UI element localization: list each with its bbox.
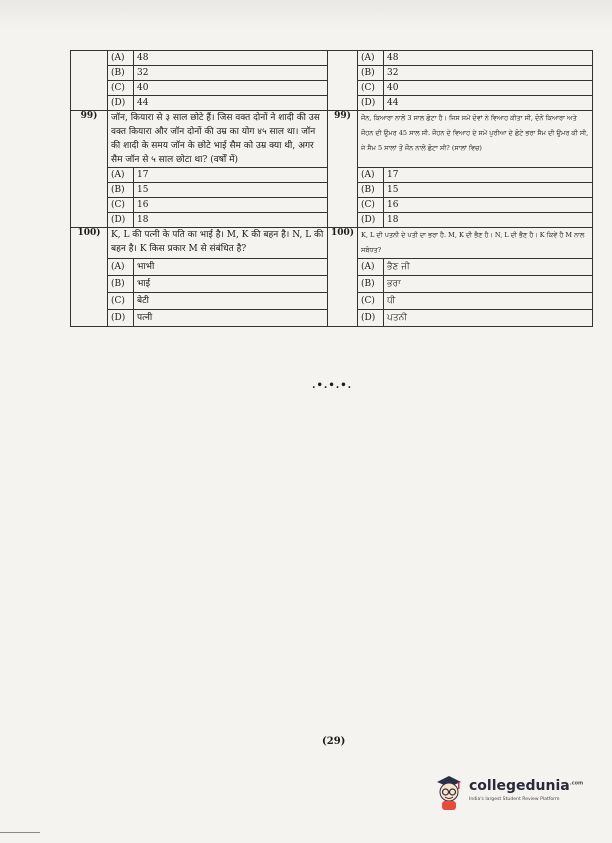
option-value: ਭਰਾ — [384, 276, 593, 293]
option-value: भाई — [134, 276, 328, 293]
option-value: ਭੈਣ ਜੀ — [384, 259, 593, 276]
option-label: (A) — [358, 259, 384, 276]
option-value: 16 — [384, 198, 593, 213]
option-value: 44 — [134, 96, 328, 111]
option-value: पत्नी — [134, 310, 328, 327]
option-value: 16 — [134, 198, 328, 213]
option-value: ਪਤਨੀ — [384, 310, 593, 327]
option-value: 48 — [384, 51, 593, 66]
option-value: 15 — [134, 183, 328, 198]
option-label: (D) — [358, 310, 384, 327]
option-label: (D) — [108, 213, 134, 228]
option-label: (C) — [358, 198, 384, 213]
question-number-cell — [71, 51, 108, 111]
question-number-cell — [328, 51, 358, 111]
brand-name: collegedunia$^{.com}$ — [469, 778, 584, 794]
question-stem-punjabi: K, L ਦੀ ਪਤਨੀ ਦੇ ਪਤੀ ਦਾ ਭਰਾ ਹੈ. M, K ਦੀ ਭੈਣ ਹੈ। N, L ਦੀ ਭੈਣ ਹੈ। K ਕਿਵੇਂ ਹੈ M ਨਾਲ ਸਬੰਧਤ? — [358, 228, 593, 259]
mascot-logo-icon — [431, 772, 467, 812]
question-number: 100) — [71, 228, 108, 327]
option-value: 15 — [384, 183, 593, 198]
brand-tagline: India's largest Student Review Platform — [469, 797, 560, 802]
option-value: ਧੀ — [384, 293, 593, 310]
option-value: 32 — [384, 66, 593, 81]
option-label: (A) — [108, 259, 134, 276]
option-value: 40 — [384, 81, 593, 96]
option-value: 40 — [134, 81, 328, 96]
question-number: 99) — [328, 111, 358, 228]
question-table — [70, 50, 593, 327]
option-value: 17 — [134, 168, 328, 183]
scan-shadow — [0, 0, 612, 28]
option-label: (B) — [358, 276, 384, 293]
option-value: बेटी — [134, 293, 328, 310]
question-stem-hindi: K, L की पत्नी के पति का भाई है। M, K की बहन है। N, L की बहन है। K किस प्रकार M से संबंधित है? — [108, 228, 328, 259]
option-label: (A) — [108, 168, 134, 183]
option-label: (A) — [108, 51, 134, 66]
option-label: (D) — [358, 96, 384, 111]
option-label: (C) — [358, 293, 384, 310]
option-label: (D) — [108, 96, 134, 111]
question-number: 99) — [71, 111, 108, 228]
collegedunia-watermark — [431, 772, 591, 812]
option-label: (B) — [358, 66, 384, 81]
option-label: (B) — [108, 183, 134, 198]
end-separator: .•.•.•. — [312, 380, 353, 391]
question-stem-punjabi: ਜੌਨ, ਕਿਆਰਾ ਨਾਲੋਂ 3 ਸਾਲ ਛੋਟਾ ਹੈ। ਜਿਸ ਸਮੇਂ ਦੋਵਾਂ ਨੇ ਵਿਆਹ ਕੀਤਾ ਸੀ, ਦੋਨੋਂ ਕਿਆਰਾ ਅਤੇ ਜੌਹਨ ਦੀ ਉਮਰ 45 ਸਾਲ ਸੀ. ਜੌਹਨ ਦੇ ਵਿਆਹ ਦੇ ਸਮੇਂ ਪੁਰੀਆ ਦੇ ਛੋਟੇ ਭਰਾ ਸੈਮ ਦੀ ਉਮਰ ਕੀ ਸੀ, ਜੇ ਸੈਮ 5 ਸਾਲਾਂ ਤੋਂ ਜੌਨ ਨਾਲੋਂ ਛੋਟਾ ਸੀ? (ਸਾਲਾਂ ਵਿਚ) — [358, 111, 593, 168]
option-label: (B) — [108, 66, 134, 81]
option-label: (C) — [108, 81, 134, 96]
option-label: (D) — [358, 213, 384, 228]
option-value: भाभी — [134, 259, 328, 276]
option-value: 44 — [384, 96, 593, 111]
question-number: 100) — [328, 228, 358, 327]
option-value: 17 — [384, 168, 593, 183]
option-value: 48 — [134, 51, 328, 66]
option-label: (A) — [358, 51, 384, 66]
option-label: (C) — [108, 293, 134, 310]
question-stem-hindi: जॉन, कियारा से ३ साल छोटे हैं। जिस वक्त दोनों ने शादी की उस वक्त कियारा और जॉन दोनों की उम्र का योग ४५ साल था। जॉन की शादी के समय जॉन के छोटे भाई सैम को उम्र क्या थी, अगर सैम जॉन से ५ साल छोटा था? (वर्षों में) — [108, 111, 328, 168]
option-label: (C) — [108, 198, 134, 213]
option-value: 18 — [134, 213, 328, 228]
scan-margin-line — [0, 832, 40, 833]
option-label: (B) — [358, 183, 384, 198]
option-label: (C) — [358, 81, 384, 96]
option-label: (A) — [358, 168, 384, 183]
option-label: (D) — [108, 310, 134, 327]
option-value: 18 — [384, 213, 593, 228]
option-label: (B) — [108, 276, 134, 293]
option-value: 32 — [134, 66, 328, 81]
page-number: (29) — [322, 736, 346, 747]
